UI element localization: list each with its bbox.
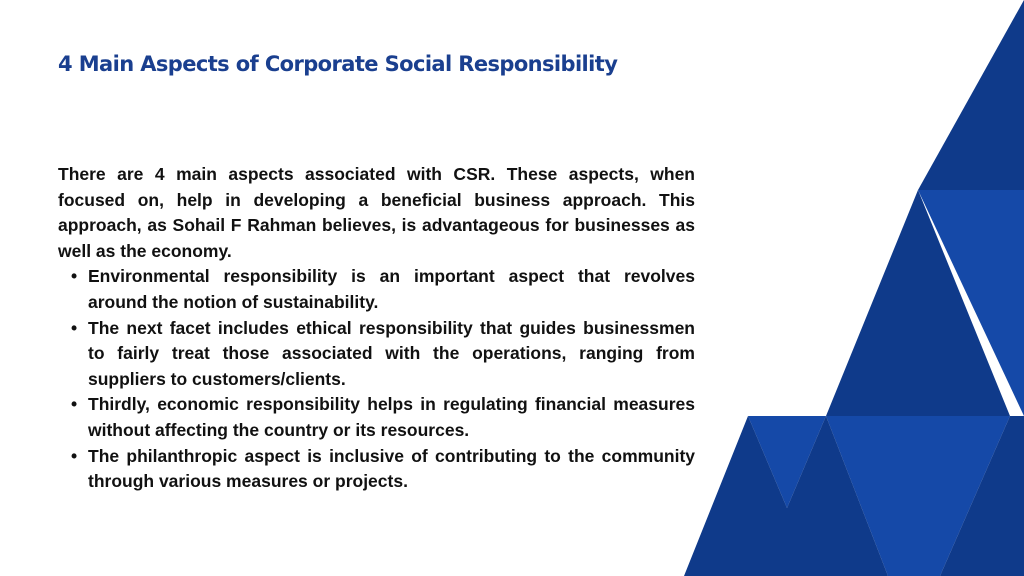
bullet-icon: •	[71, 394, 78, 415]
list-item	[58, 392, 695, 443]
bullet-icon: •	[71, 317, 78, 338]
list-item	[58, 264, 695, 315]
intro-paragraph: There are 4 main aspects associated with CSR. These aspects, when focused on, help in developing a beneficial business approach. This approach, as Sohail F Rahman believes, is advantageous for businesses as well as the economy.	[58, 164, 695, 261]
list-item-text: Environmental responsibility is an important aspect that revolves around the notion of sustainability.	[88, 266, 695, 312]
slide-body	[58, 162, 695, 495]
bullet-icon: •	[71, 445, 78, 466]
list-item	[58, 444, 695, 495]
decor-triangle	[918, 0, 1024, 190]
list-item	[58, 316, 695, 393]
bullet-icon: •	[71, 266, 78, 287]
aspects-list	[58, 264, 695, 494]
list-item-text: The next facet includes ethical responsibility that guides businessmen to fairly treat those associated with the operations, ranging from suppliers to customers/clients.	[88, 317, 695, 389]
list-item-text: The philanthropic aspect is inclusive of contributing to the community through various measures or projects.	[88, 445, 695, 492]
list-item-text: Thirdly, economic responsibility helps in regulating financial measures without affecting the country or its resources.	[88, 394, 695, 440]
slide-title: 4 Main Aspects of Corporate Social Responsibility	[58, 52, 618, 76]
